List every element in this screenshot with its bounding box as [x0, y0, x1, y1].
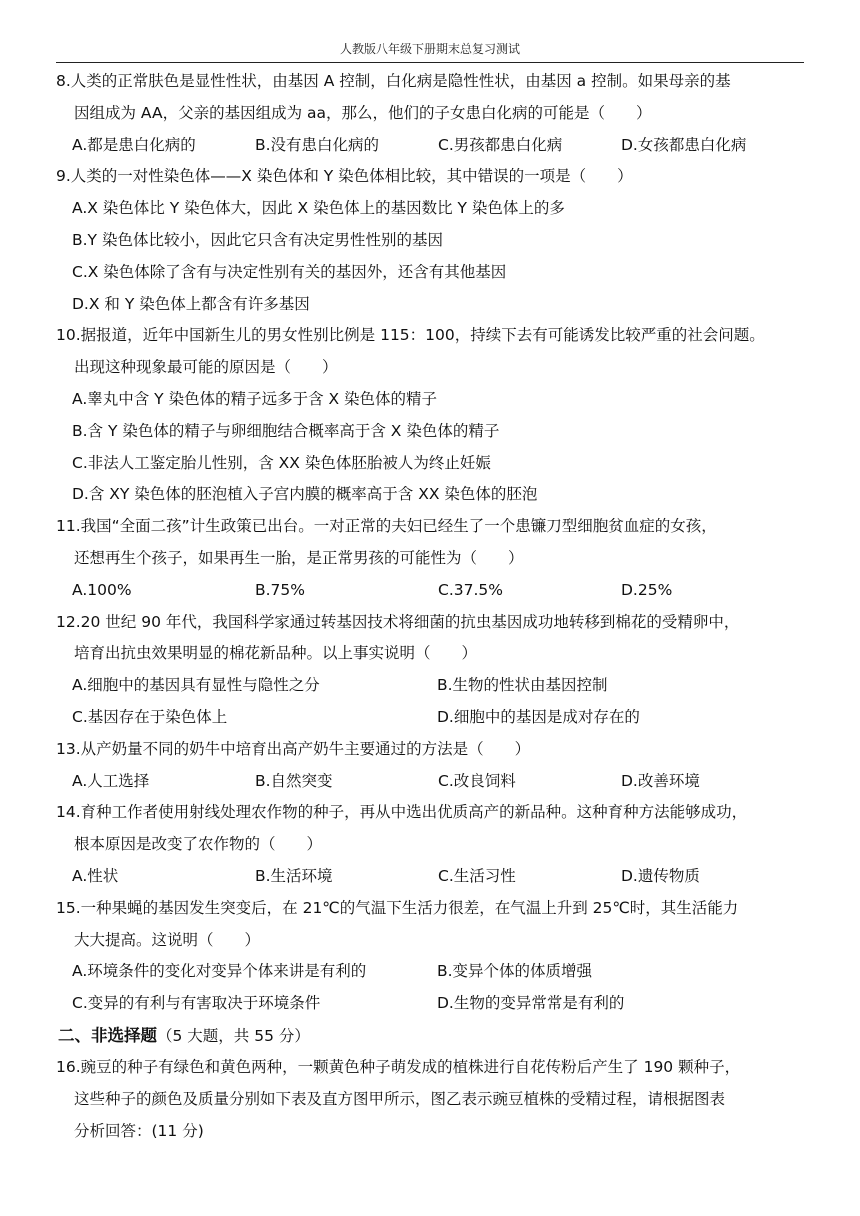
question-11-stem-line-2: 还想再生个孩子，如果再生一胎，是正常男孩的可能性为（ ） [74, 548, 524, 567]
question-13 [56, 734, 816, 798]
question-8-option-c[interactable]: C.男孩都患白化病 [438, 135, 563, 154]
question-10-option-a[interactable]: A.睾丸中含 Y 染色体的精子远多于含 X 染色体的精子 [72, 389, 438, 408]
question-12-option-c[interactable]: C.基因存在于染色体上 [72, 707, 228, 726]
document-body [56, 66, 816, 1147]
question-16 [56, 1052, 816, 1147]
question-15-options-row-2 [56, 988, 816, 1020]
question-15-option-c[interactable]: C.变异的有利与有害取决于环境条件 [72, 994, 321, 1013]
question-9-stem-line-1: 9.人类的一对性染色体——X 染色体和 Y 染色体相比较，其中错误的一项是（ ） [56, 167, 633, 186]
question-8-option-b[interactable]: B.没有患白化病的 [255, 135, 380, 154]
question-11-option-b[interactable]: B.75% [255, 580, 306, 599]
page-header: 人教版八年级下册期末总复习测试 [56, 36, 804, 63]
question-8 [56, 66, 816, 161]
question-15-stem-line-1: 15.一种果蝇的基因发生突变后，在 21℃的气温下生活力很差，在气温上升到 25℃时，其生活能力 [56, 898, 739, 917]
question-12-options-row-2 [56, 702, 816, 734]
question-11-option-d[interactable]: D.25% [621, 580, 673, 599]
question-13-option-c[interactable]: C.改良饲料 [438, 771, 516, 790]
question-9-option-d[interactable]: D.X 和 Y 染色体上都含有许多基因 [72, 294, 310, 313]
question-14-stem-line-2: 根本原因是改变了农作物的（ ） [74, 835, 323, 854]
question-8-option-a[interactable]: A.都是患白化病的 [72, 135, 196, 154]
question-14-option-d[interactable]: D.遗传物质 [621, 866, 700, 885]
question-14-options [56, 861, 816, 893]
question-10-option-d[interactable]: D.含 XY 染色体的胚泡植入子宫内膜的概率高于含 XX 染色体的胚泡 [72, 485, 538, 504]
question-8-option-d[interactable]: D.女孩都患白化病 [621, 135, 747, 154]
question-12-option-d[interactable]: D.细胞中的基因是成对存在的 [437, 707, 640, 726]
question-14-stem-line-1: 14.育种工作者使用射线处理农作物的种子，再从中选出优质高产的新品种。这种育种方法能够成功， [56, 803, 748, 822]
question-14-option-b[interactable]: B.生活环境 [255, 866, 333, 885]
question-15-option-b[interactable]: B.变异个体的体质增强 [437, 962, 593, 981]
question-8-stem-line-2: 因组成为 AA，父亲的基因组成为 aa，那么，他们的子女患白化病的可能是（ ） [74, 103, 652, 122]
question-10 [56, 320, 816, 511]
question-14 [56, 797, 816, 892]
question-15-stem-line-2: 大大提高。这说明（ ） [74, 930, 261, 949]
question-14-option-a[interactable]: A.性状 [72, 866, 119, 885]
question-12-option-b[interactable]: B.生物的性状由基因控制 [437, 676, 608, 695]
question-13-option-b[interactable]: B.自然突变 [255, 771, 333, 790]
question-10-stem-line-2: 出现这种现象最可能的原因是（ ） [74, 358, 338, 377]
section-2-heading [56, 1020, 816, 1052]
question-16-stem-line-3: 分析回答：(11 分) [74, 1121, 204, 1140]
question-10-option-c[interactable]: C.非法人工鉴定胎儿性别，含 XX 染色体胚胎被人为终止妊娠 [72, 453, 491, 472]
question-9-option-c[interactable]: C.X 染色体除了含有与决定性别有关的基因外，还含有其他基因 [72, 262, 507, 281]
question-13-option-d[interactable]: D.改善环境 [621, 771, 700, 790]
section-2-note: （5 大题，共 55 分） [157, 1026, 310, 1045]
question-11-stem-line-1: 11.我国“全面二孩”计生政策已出台。一对正常的夫妇已经生了一个患镰刀型细胞贫血症的女孩， [56, 517, 717, 536]
question-12-stem-line-2: 培育出抗虫效果明显的棉花新品种。以上事实说明（ ） [74, 644, 478, 663]
question-8-options [56, 130, 816, 162]
question-15-option-d[interactable]: D.生物的变异常常是有利的 [437, 994, 625, 1013]
question-9 [56, 161, 816, 320]
question-12 [56, 607, 816, 734]
question-11-options [56, 575, 816, 607]
question-11 [56, 511, 816, 606]
question-15-options-row-1 [56, 956, 816, 988]
question-9-option-b[interactable]: B.Y 染色体比较小，因此它只含有决定男性性别的基因 [72, 230, 443, 249]
question-10-option-b[interactable]: B.含 Y 染色体的精子与卵细胞结合概率高于含 X 染色体的精子 [72, 421, 500, 440]
question-15 [56, 893, 816, 1020]
question-8-stem-line-1: 8.人类的正常肤色是显性性状，由基因 A 控制，白化病是隐性性状，由基因 a 控制。如果母亲的基 [56, 72, 731, 90]
question-11-option-a[interactable]: A.100% [72, 580, 132, 599]
question-13-stem-line-1: 13.从产奶量不同的奶牛中培育出高产奶牛主要通过的方法是（ ） [56, 739, 531, 758]
question-12-options-row-1 [56, 670, 816, 702]
question-14-option-c[interactable]: C.生活习性 [438, 866, 516, 885]
question-15-option-a[interactable]: A.环境条件的变化对变异个体来讲是有利的 [72, 962, 367, 981]
section-2-title: 二、非选择题 [58, 1025, 157, 1045]
question-9-option-a[interactable]: A.X 染色体比 Y 染色体大，因此 X 染色体上的基因数比 Y 染色体上的多 [72, 199, 565, 218]
question-12-stem-line-1: 12.20 世纪 90 年代，我国科学家通过转基因技术将细菌的抗虫基因成功地转移到棉花的受精卵中， [56, 612, 740, 631]
question-13-options [56, 766, 816, 798]
question-16-stem-line-1: 16.豌豆的种子有绿色和黄色两种，一颗黄色种子萌发成的植株进行自花传粉后产生了 190 颗种子， [56, 1057, 741, 1076]
question-13-option-a[interactable]: A.人工选择 [72, 771, 150, 790]
question-11-option-c[interactable]: C.37.5% [438, 580, 503, 599]
question-12-option-a[interactable]: A.细胞中的基因具有显性与隐性之分 [72, 676, 320, 695]
question-10-stem-line-1: 10.据报道，近年中国新生儿的男女性别比例是 115：100，持续下去有可能诱发比较严重的社会问题。 [56, 326, 765, 345]
question-16-stem-line-2: 这些种子的颜色及质量分别如下表及直方图甲所示，图乙表示豌豆植株的受精过程，请根据图表 [74, 1089, 726, 1108]
